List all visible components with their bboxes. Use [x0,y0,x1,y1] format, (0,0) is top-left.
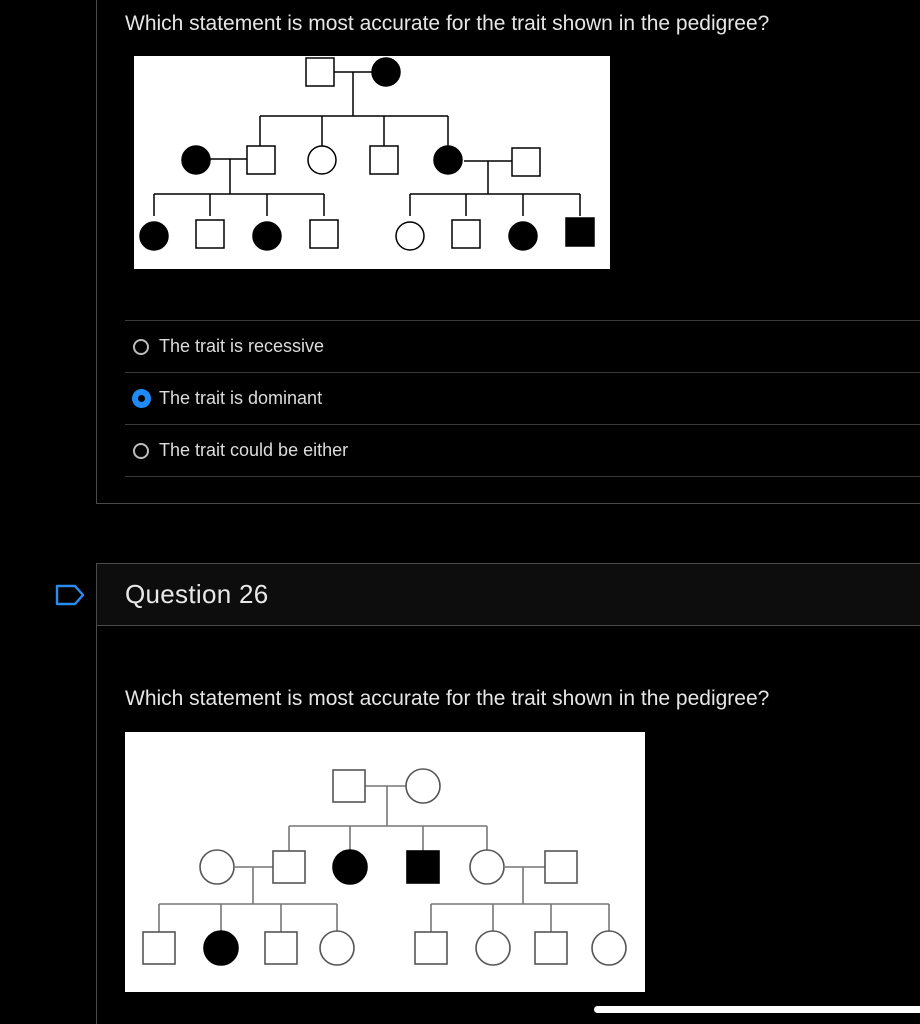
answer-option-recessive[interactable] [125,320,920,372]
question-25-card [96,0,920,504]
radio-unselected-icon[interactable] [133,339,149,355]
radio-unselected-icon[interactable] [133,443,149,459]
answer-label: The trait is dominant [159,388,323,408]
pedigree-image-q25 [134,56,610,269]
radio-selected-icon[interactable] [132,389,151,408]
question-26-title: Question 26 [125,579,269,609]
answer-label: The trait is recessive [159,336,325,356]
pedigree-diagram-q25 [134,56,610,269]
flag-question-icon[interactable] [55,584,85,606]
answer-option-either[interactable] [125,424,920,477]
question-26-text: Which statement is most accurate for the trait shown in the pedigree? [125,687,770,710]
question-25-text: Which statement is most accurate for the trait shown in the pedigree? [125,12,770,35]
home-indicator[interactable] [594,1006,920,1013]
answer-label: The trait could be either [159,440,349,460]
question-26-header [96,563,920,626]
answer-list-q25 [125,320,920,477]
pedigree-diagram-q26 [125,732,645,992]
question-26-body [96,625,920,1024]
pedigree-image-q26 [125,732,645,992]
answer-option-dominant[interactable] [125,372,920,424]
